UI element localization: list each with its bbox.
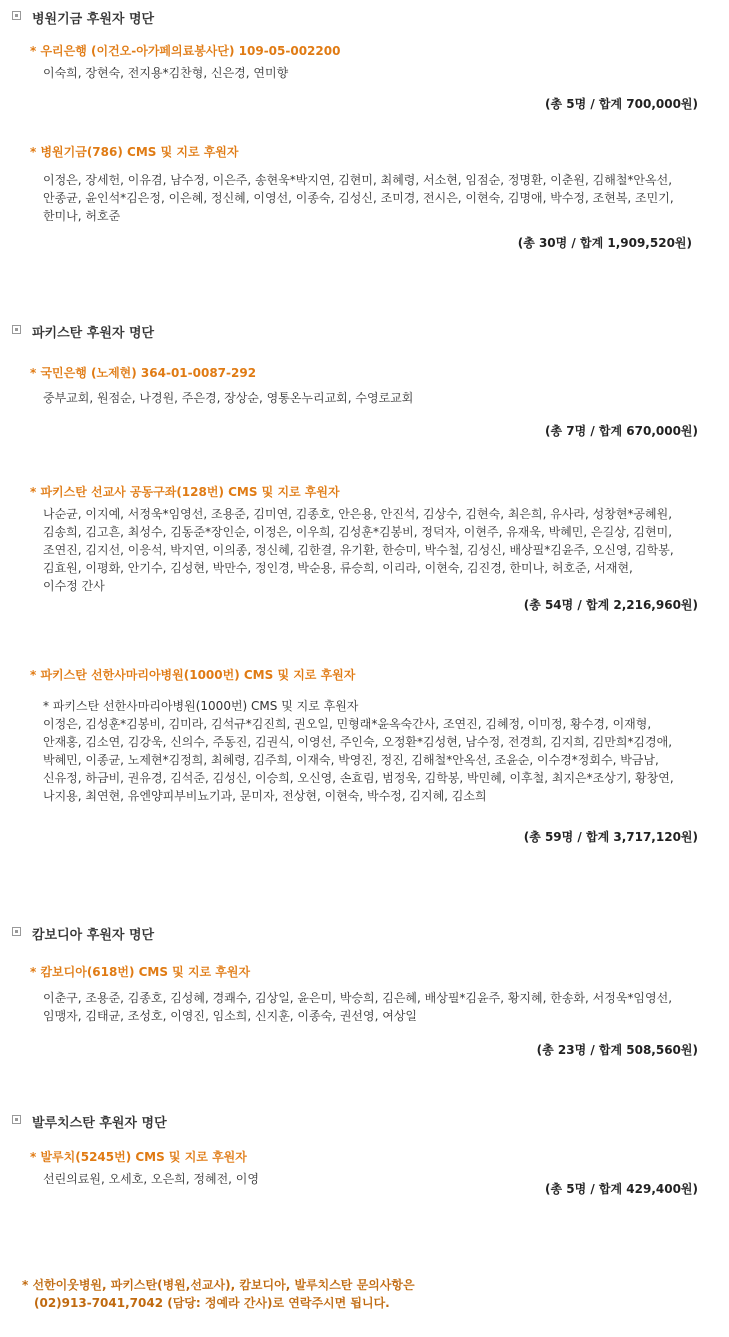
- donor-line: 이숙희, 장현숙, 전지용*김찬형, 신은경, 연미향: [43, 66, 289, 80]
- donor-line: 김송희, 김고흔, 최성수, 김동준*장인순, 이정은, 이우희, 김성훈*김봉비, 정덕자, 이현주, 유재욱, 박혜민, 은길상, 김현미,: [43, 525, 673, 539]
- donor-line: 이정은, 장세헌, 이유겸, 남수정, 이은주, 송현욱*박지연, 김현미, 최혜령, 서소현, 임점순, 정명환, 이춘원, 김해철*안옥선,: [43, 173, 673, 187]
- contact-note-line1: * 선한이웃병원, 파키스탄(병원,선교사), 캄보디아, 발루치스탄 문의사항은: [22, 1278, 415, 1292]
- donor-line: 조연진, 김지선, 이응석, 박지연, 이의종, 정신혜, 김한결, 유기환, 한승미, 박수철, 김성신, 배상필*김윤주, 오신영, 김학봉,: [43, 543, 674, 557]
- donor-line: 안종균, 윤인석*김은정, 이은혜, 정신혜, 이영선, 이종숙, 김성신, 조미경, 전시은, 이현숙, 김명애, 박수정, 조현복, 조민기,: [43, 191, 674, 205]
- section-bullet-icon: [12, 927, 21, 936]
- donor-line: 박혜민, 이종균, 노제현*김정희, 최혜령, 김주희, 이재숙, 박영진, 정진, 김해철*안옥선, 조윤순, 이수경*정회수, 박금남,: [43, 753, 659, 767]
- donor-line: 임맹자, 김태균, 조성호, 이영진, 임소희, 신지훈, 이종숙, 권선영, 여상일: [43, 1009, 418, 1023]
- group-heading: * 국민은행 (노제현) 364-01-0087-292: [30, 366, 257, 380]
- group-total: (총 59명 / 합계 3,717,120원): [523, 830, 698, 844]
- section-bullet-icon: [12, 325, 21, 334]
- group-total: (총 30명 / 합계 1,909,520원): [517, 236, 692, 250]
- section-title: 캄보디아 후원자 명단: [32, 928, 155, 943]
- group-total: (총 7명 / 합계 670,000원): [544, 424, 698, 438]
- donor-line: * 파키스탄 선한사마리아병원(1000번) CMS 및 지로 후원자: [43, 699, 359, 713]
- donor-line: 이수정 간사: [43, 579, 105, 593]
- group-heading: * 발루치(5245번) CMS 및 지로 후원자: [30, 1150, 247, 1164]
- section-title: 병원기금 후원자 명단: [32, 12, 155, 27]
- group-heading: * 병원기금(786) CMS 및 지로 후원자: [30, 145, 239, 159]
- section-title: 파키스탄 후원자 명단: [32, 326, 155, 341]
- group-heading: * 캄보디아(618번) CMS 및 지로 후원자: [30, 965, 251, 979]
- section-title: 발루치스탄 후원자 명단: [32, 1116, 167, 1131]
- donor-line: 안재홍, 김소연, 김강욱, 신의수, 주동진, 김권식, 이영선, 주인숙, 오정환*김성현, 남수정, 전경희, 김지희, 김만희*김경애,: [43, 735, 673, 749]
- group-total: (총 5명 / 합계 700,000원): [544, 97, 698, 111]
- group-heading: * 파키스탄 선교사 공동구좌(128번) CMS 및 지로 후원자: [30, 485, 340, 499]
- section-bullet-icon: [12, 1115, 21, 1124]
- donor-line: 신유정, 하금비, 권유경, 김석준, 김성신, 이승희, 오신영, 손효림, 범정욱, 김학봉, 박민혜, 이후철, 최지은*조상기, 황창연,: [43, 771, 674, 785]
- donor-line: 한미나, 허호준: [43, 209, 121, 223]
- donor-line: 이춘구, 조용준, 김종호, 김성혜, 경쾌수, 김상일, 윤은미, 박승희, 김은혜, 배상필*김윤주, 황지혜, 한송화, 서정욱*임영선,: [43, 991, 673, 1005]
- group-total: (총 23명 / 합계 508,560원): [536, 1043, 698, 1057]
- section-bullet-icon: [12, 11, 21, 20]
- donor-line: 나순균, 이지예, 서정욱*임영선, 조용준, 김미연, 김종호, 안은용, 안진석, 김상수, 김현숙, 최은희, 유사라, 성창현*공혜원,: [43, 507, 673, 521]
- group-heading: * 파키스탄 선한사마리아병원(1000번) CMS 및 지로 후원자: [30, 668, 356, 682]
- donor-line: 선린의료원, 오세호, 오은희, 정혜전, 이영: [43, 1172, 259, 1186]
- group-total: (총 5명 / 합계 429,400원): [544, 1182, 698, 1196]
- group-total: (총 54명 / 합계 2,216,960원): [523, 598, 698, 612]
- group-heading: * 우리은행 (이건오-아가페의료봉사단) 109-05-002200: [30, 44, 341, 58]
- donor-line: 나지용, 최연현, 유엔양피부비뇨기과, 문미자, 전상현, 이현숙, 박수정, 김지혜, 김소희: [43, 789, 487, 803]
- donor-line: 중부교회, 원점순, 나경원, 주은경, 장상순, 영통온누리교회, 수영로교회: [43, 391, 414, 405]
- donor-line: 이정은, 김성훈*김봉비, 김미라, 김석규*김진희, 권오일, 민형래*윤옥숙간사, 조연진, 김혜정, 이미정, 황수경, 이재형,: [43, 717, 652, 731]
- donor-line: 김효원, 이평화, 안기수, 김성현, 박만수, 정인경, 박순용, 류승희, 이리라, 이현숙, 김진경, 한미나, 허호준, 서재현,: [43, 561, 633, 575]
- contact-note-line2: (02)913-7041,7042 (담당: 정예라 간사)로 연락주시면 됩니다.: [34, 1296, 390, 1310]
